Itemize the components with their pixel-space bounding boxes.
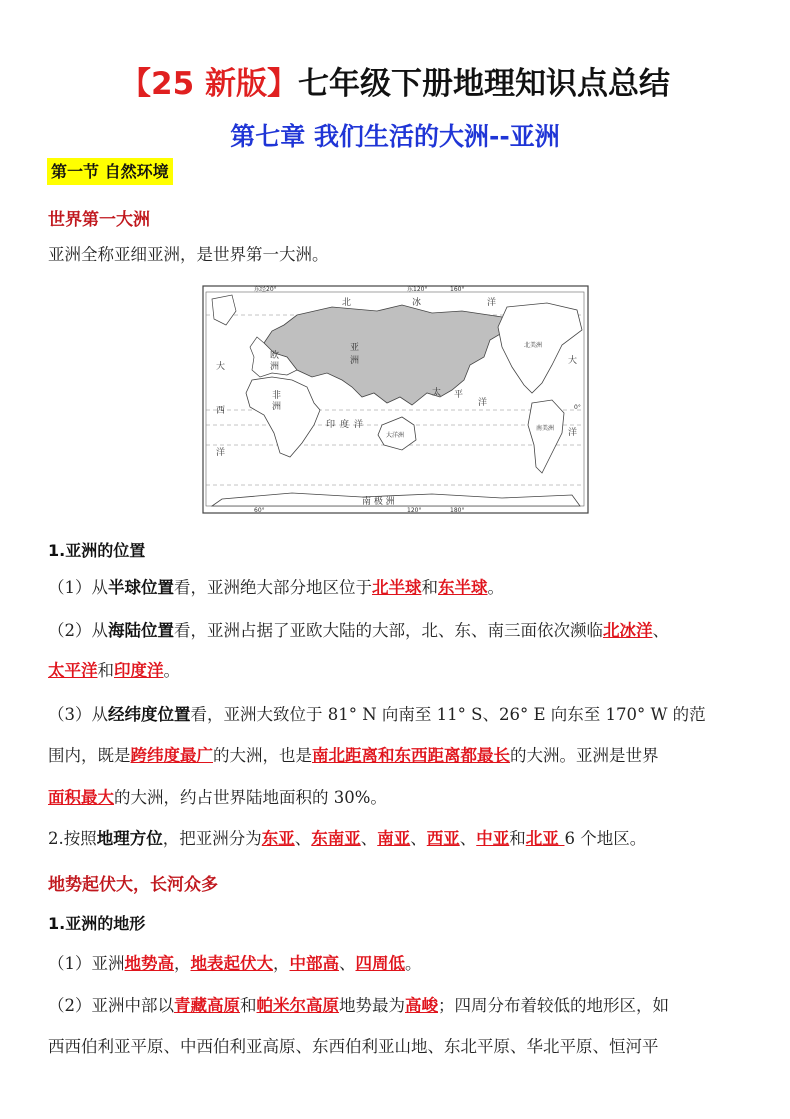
map-pacific-tai: 太 bbox=[432, 388, 442, 398]
para-latlong-3: 面积最大的大洲，约占世界陆地面积的 30%。 bbox=[48, 788, 387, 807]
map-top-label-1: 东经20° bbox=[254, 286, 277, 293]
subheading-largest-continent: 世界第一大洲 bbox=[48, 210, 150, 230]
chapter-title: 第七章 我们生活的大洲--亚洲 bbox=[230, 122, 560, 151]
para-land-sea-1: （2）从海陆位置看，亚洲占据了亚欧大陆的大部，北、东、南三面依次濒临北冰洋、 bbox=[48, 621, 669, 640]
intro-paragraph: 亚洲全称亚细亚洲，是世界第一大洲。 bbox=[48, 245, 329, 264]
map-indian-yang: 洋 bbox=[354, 420, 364, 430]
map-continent-zhou3: 洲 bbox=[272, 402, 282, 412]
map-oceania: 大洋洲 bbox=[386, 432, 405, 439]
map-east-yang: 洋 bbox=[568, 428, 578, 438]
map-indian-yin: 印 bbox=[326, 420, 336, 430]
map-ocean-bing: 冰 bbox=[412, 298, 422, 308]
map-continent-zhou2: 洲 bbox=[350, 356, 360, 366]
subheading-terrain: 地势起伏大，长河众多 bbox=[48, 875, 218, 895]
map-top-label-3: 160° bbox=[450, 286, 465, 293]
map-ocean-north: 北 bbox=[342, 298, 352, 308]
title-text: 七年级下册地理知识点总结 bbox=[297, 66, 670, 102]
para-terrain-2b: 西西伯利亚平原、中西伯利亚高原、东西伯利亚山地、东北平原、华北平原、恒河平 bbox=[48, 1037, 659, 1056]
map-north-america: 北美洲 bbox=[524, 342, 543, 349]
map-antarctica: 南 极 洲 bbox=[362, 497, 395, 507]
heading-asia-landform: 1.亚洲的地形 bbox=[48, 914, 146, 933]
map-continent-fei: 非 bbox=[272, 391, 282, 401]
heading-asia-location: 1.亚洲的位置 bbox=[48, 541, 146, 560]
map-ocean-yang: 洋 bbox=[487, 298, 497, 308]
document-title bbox=[0, 58, 790, 103]
map-bottom-label-3: 180° bbox=[450, 507, 465, 514]
map-pacific-ping: 平 bbox=[454, 390, 464, 400]
map-atlantic-yang: 洋 bbox=[216, 448, 226, 458]
para-land-sea-2: 太平洋和印度洋。 bbox=[48, 661, 180, 680]
map-indian-du: 度 bbox=[340, 420, 350, 430]
map-continent-ou: 欧 bbox=[270, 351, 280, 361]
title-bracket-open: 【 bbox=[120, 66, 152, 102]
map-bottom-label-1: 60° bbox=[254, 507, 265, 514]
map-continent-zhou1: 洲 bbox=[270, 362, 280, 372]
para-latlong-1: （3）从经纬度位置看，亚洲大致位于 81° N 向南至 11° S、26° E 向东至 170° W 的范 bbox=[48, 705, 706, 724]
map-bottom-label-2: 120° bbox=[407, 507, 422, 514]
para-latlong-2: 围内，既是跨纬度最广的大洲，也是南北距离和东西距离都最长的大洲。亚洲是世界 bbox=[48, 746, 659, 765]
map-east-da: 大 bbox=[568, 356, 578, 366]
map-pacific-yang: 洋 bbox=[478, 398, 488, 408]
map-atlantic-da: 大 bbox=[216, 362, 226, 372]
map-atlantic-xi: 西 bbox=[216, 406, 226, 416]
map-top-label-2: 东120° bbox=[407, 286, 428, 293]
para-terrain-2a: （2）亚洲中部以青藏高原和帕米尔高原地势最为高峻；四周分布着较低的地形区，如 bbox=[48, 996, 669, 1015]
world-map bbox=[202, 285, 589, 514]
para-regions: 2.按照地理方位，把亚洲分为东亚、东南亚、南亚、西亚、中亚和北亚 6 个地区。 bbox=[48, 829, 647, 848]
section-heading: 第一节 自然环境 bbox=[47, 158, 173, 185]
map-equator-label: 0° bbox=[574, 404, 581, 411]
map-continent-ya: 亚 bbox=[350, 343, 360, 353]
para-hemisphere: （1）从半球位置看，亚洲绝大部分地区位于北半球和东半球。 bbox=[48, 578, 504, 597]
title-bracket-close: 】 bbox=[266, 66, 298, 102]
para-terrain-1: （1）亚洲地势高，地表起伏大，中部高、四周低。 bbox=[48, 954, 422, 973]
title-version: 25 新版 bbox=[151, 66, 267, 102]
map-south-america: 南美洲 bbox=[536, 425, 555, 432]
